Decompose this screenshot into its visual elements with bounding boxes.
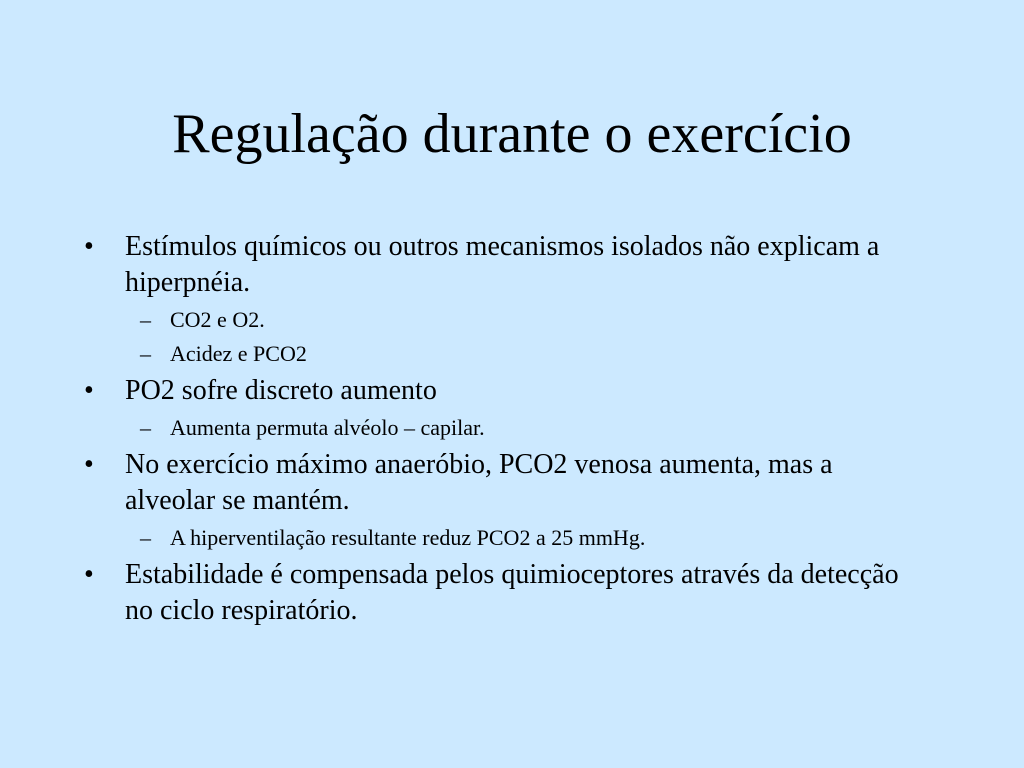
dash-icon: – [140, 307, 151, 332]
slide-title: Regulação durante o exercício [172, 103, 852, 165]
dash-icon: – [140, 525, 151, 550]
sub-bullet-item [84, 523, 924, 553]
bullet-text: Estímulos químicos ou outros mecanismos isolados não explicam a hiperpnéia. [125, 231, 880, 298]
dash-icon: – [140, 341, 151, 366]
bullet-icon: • [84, 559, 94, 590]
bullet-item [84, 373, 924, 409]
bullet-icon: • [84, 231, 94, 262]
bullet-text: Estabilidade é compensada pelos quimioceptores através da detecção no ciclo respiratório. [125, 559, 899, 626]
sub-bullet-item [84, 339, 924, 369]
bullet-item [84, 557, 924, 629]
bullet-text: No exercício máximo anaeróbio, PCO2 venosa aumenta, mas a alveolar se mantém. [125, 449, 833, 516]
dash-icon: – [140, 415, 151, 440]
sub-bullet-item [84, 305, 924, 335]
bullet-list [84, 229, 924, 633]
sub-bullet-text: Acidez e PCO2 [170, 341, 307, 366]
bullet-text: PO2 sofre discreto aumento [125, 375, 437, 406]
sub-bullet-text: A hiperventilação resultante reduz PCO2 a 25 mmHg. [170, 525, 646, 550]
sub-bullet-text: Aumenta permuta alvéolo – capilar. [170, 415, 485, 440]
bullet-icon: • [84, 375, 94, 406]
bullet-item [84, 447, 924, 519]
sub-bullet-text: CO2 e O2. [170, 307, 265, 332]
bullet-item [84, 229, 924, 301]
bullet-icon: • [84, 449, 94, 480]
sub-bullet-item [84, 413, 924, 443]
